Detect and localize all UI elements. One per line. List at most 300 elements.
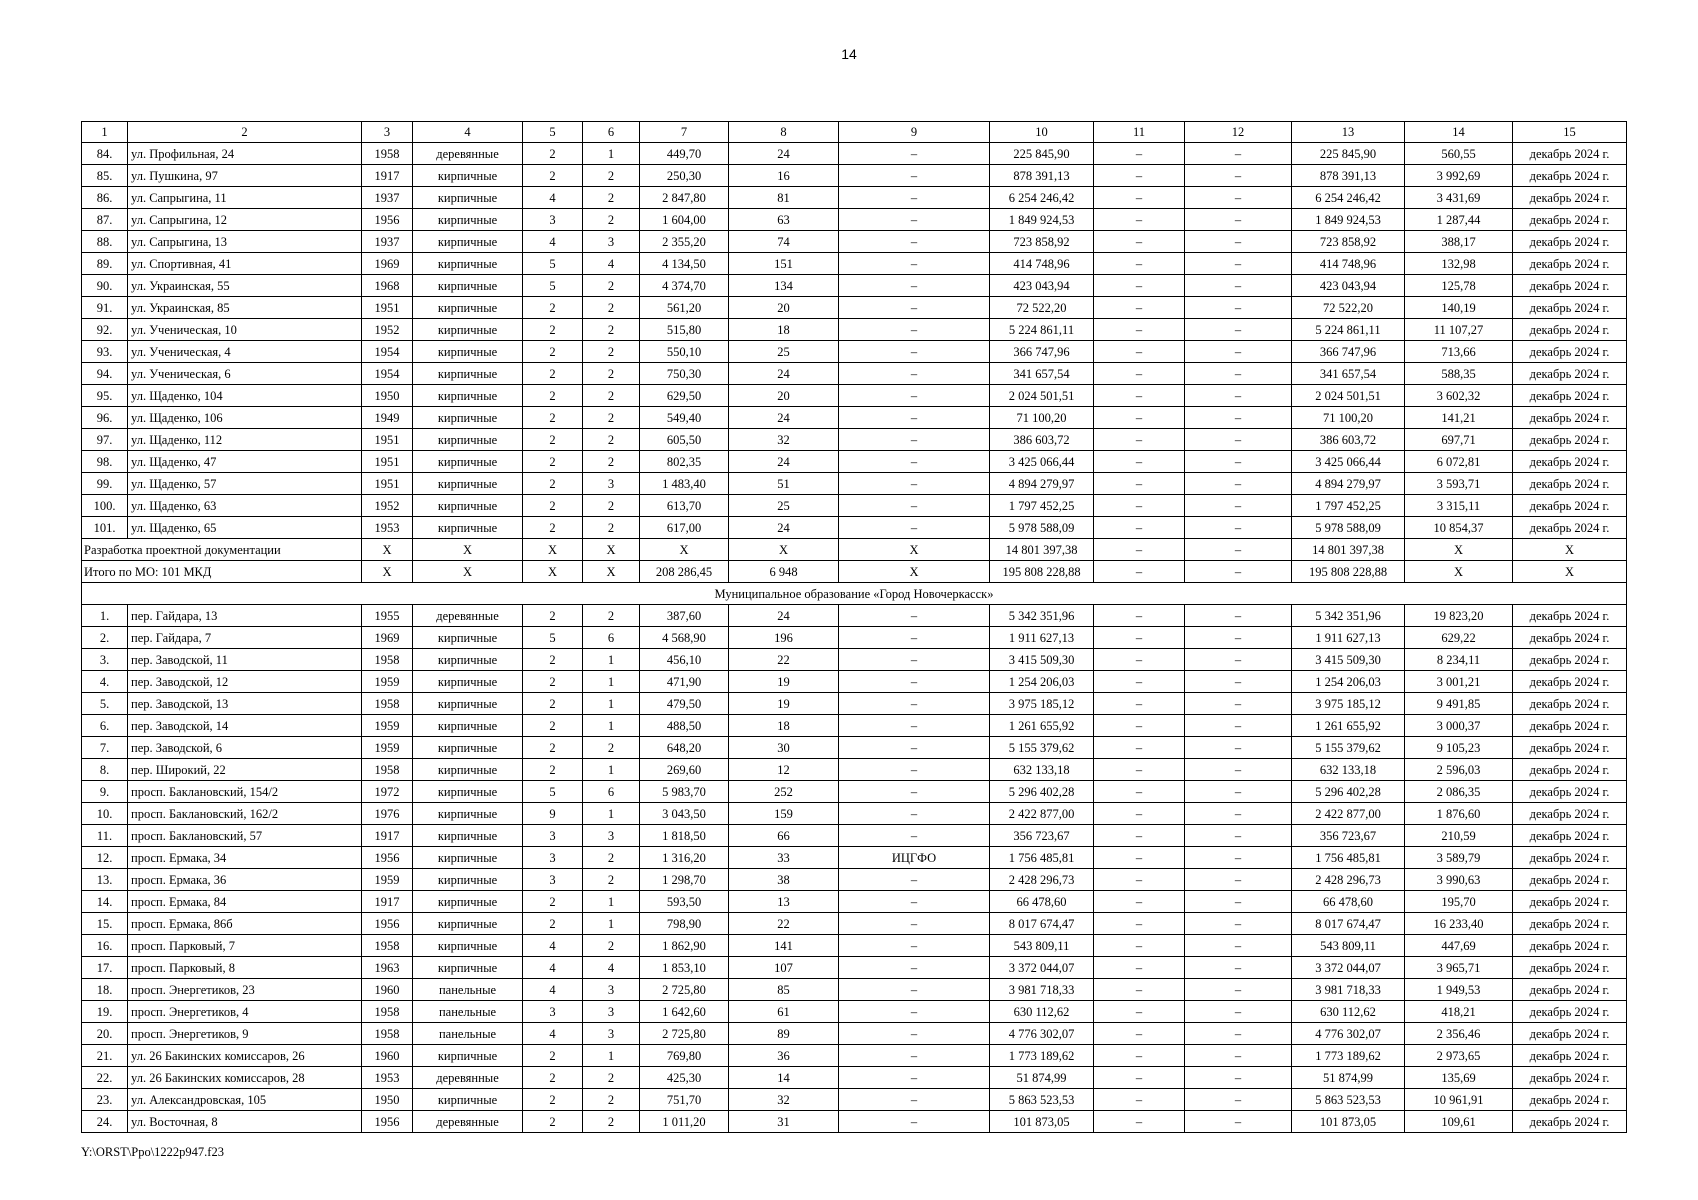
table-cell: – <box>839 143 990 165</box>
table-cell: 1 254 206,03 <box>990 671 1094 693</box>
table-cell: 24 <box>729 407 839 429</box>
table-cell: – <box>839 1111 990 1133</box>
table-cell: 16 233,40 <box>1405 913 1513 935</box>
table-cell: 2 <box>523 319 583 341</box>
table-cell: 51 <box>729 473 839 495</box>
table-cell: 4 <box>523 1023 583 1045</box>
table-cell: 3 981 718,33 <box>1292 979 1405 1001</box>
address-cell: ул. Спортивная, 41 <box>128 253 362 275</box>
table-cell: 1952 <box>362 495 413 517</box>
table-cell: – <box>839 275 990 297</box>
table-cell: 1 298,70 <box>640 869 729 891</box>
table-cell: кирпичные <box>413 869 523 891</box>
table-cell: – <box>1185 737 1292 759</box>
table-cell: 449,70 <box>640 143 729 165</box>
row-number-cell: 17. <box>82 957 128 979</box>
row-number-cell: 21. <box>82 1045 128 1067</box>
table-cell: 4 <box>523 979 583 1001</box>
table-cell: – <box>839 363 990 385</box>
table-cell: кирпичные <box>413 847 523 869</box>
table-cell: 414 748,96 <box>1292 253 1405 275</box>
table-row <box>82 825 1627 847</box>
table-cell: 629,50 <box>640 385 729 407</box>
table-cell: 1 642,60 <box>640 1001 729 1023</box>
table-cell: 14 <box>729 1067 839 1089</box>
table-cell: 2 <box>523 297 583 319</box>
table-cell: декабрь 2024 г. <box>1513 671 1627 693</box>
table-cell: деревянные <box>413 605 523 627</box>
column-number-cell: 1 <box>82 122 128 143</box>
column-number-cell: 6 <box>583 122 640 143</box>
table-cell: 61 <box>729 1001 839 1023</box>
table-cell: – <box>1094 451 1185 473</box>
table-cell: 1958 <box>362 693 413 715</box>
table-cell: 5 296 402,28 <box>990 781 1094 803</box>
table-row <box>82 1045 1627 1067</box>
table-cell: 9 <box>523 803 583 825</box>
table-cell: 456,10 <box>640 649 729 671</box>
table-cell: кирпичные <box>413 253 523 275</box>
table-cell: кирпичные <box>413 451 523 473</box>
table-row <box>82 671 1627 693</box>
table-cell: кирпичные <box>413 473 523 495</box>
address-cell: просп. Энергетиков, 4 <box>128 1001 362 1023</box>
table-cell: 802,35 <box>640 451 729 473</box>
table-cell: 6 <box>583 627 640 649</box>
table-cell: 24 <box>729 363 839 385</box>
table-cell: 366 747,96 <box>1292 341 1405 363</box>
table-cell: декабрь 2024 г. <box>1513 693 1627 715</box>
table-cell: – <box>1094 781 1185 803</box>
table-cell: 5 <box>523 253 583 275</box>
table-cell: Х <box>1513 539 1627 561</box>
table-cell: 252 <box>729 781 839 803</box>
table-row <box>82 869 1627 891</box>
table-cell: 2 <box>523 737 583 759</box>
column-number-cell: 11 <box>1094 122 1185 143</box>
table-cell: кирпичные <box>413 627 523 649</box>
table-cell: 1955 <box>362 605 413 627</box>
table-cell: 2 <box>523 1111 583 1133</box>
table-cell: 2 <box>523 671 583 693</box>
table-cell: – <box>1094 1111 1185 1133</box>
table-cell: 549,40 <box>640 407 729 429</box>
table-cell: 4 <box>523 935 583 957</box>
table-cell: декабрь 2024 г. <box>1513 187 1627 209</box>
table-cell: 1 849 924,53 <box>990 209 1094 231</box>
table-cell: Х <box>583 539 640 561</box>
table-cell: 12 <box>729 759 839 781</box>
table-cell: – <box>1094 407 1185 429</box>
table-cell: 1 949,53 <box>1405 979 1513 1001</box>
row-number-cell: 101. <box>82 517 128 539</box>
table-cell: – <box>1185 913 1292 935</box>
table-cell: 2 <box>523 341 583 363</box>
table-cell: 2 <box>523 1045 583 1067</box>
table-row <box>82 187 1627 209</box>
table-cell: 550,10 <box>640 341 729 363</box>
table-row <box>82 627 1627 649</box>
table-cell: 5 863 523,53 <box>1292 1089 1405 1111</box>
table-cell: 196 <box>729 627 839 649</box>
table-cell: – <box>1094 737 1185 759</box>
table-cell: 1 756 485,81 <box>990 847 1094 869</box>
table-cell: 5 296 402,28 <box>1292 781 1405 803</box>
table-cell: 3 <box>583 473 640 495</box>
table-cell: кирпичные <box>413 1089 523 1111</box>
table-cell: 3 <box>523 825 583 847</box>
table-cell: 4 894 279,97 <box>1292 473 1405 495</box>
table-cell: – <box>839 869 990 891</box>
row-number-cell: 12. <box>82 847 128 869</box>
table-cell: 19 <box>729 671 839 693</box>
table-cell: 6 948 <box>729 561 839 583</box>
table-cell: – <box>1185 341 1292 363</box>
table-cell: 1 <box>583 891 640 913</box>
address-cell: просп. Энергетиков, 9 <box>128 1023 362 1045</box>
table-cell: 2 596,03 <box>1405 759 1513 781</box>
table-row <box>82 1023 1627 1045</box>
table-row <box>82 1089 1627 1111</box>
table-row <box>82 385 1627 407</box>
row-number-cell: 20. <box>82 1023 128 1045</box>
table-cell: 1959 <box>362 737 413 759</box>
table-cell: 3 415 509,30 <box>990 649 1094 671</box>
table-cell: 5 <box>523 275 583 297</box>
table-cell: 769,80 <box>640 1045 729 1067</box>
column-number-cell: 5 <box>523 122 583 143</box>
table-cell: 3 <box>583 231 640 253</box>
row-number-cell: 1. <box>82 605 128 627</box>
table-cell: – <box>839 737 990 759</box>
table-cell: 1 <box>583 649 640 671</box>
table-cell: 1953 <box>362 517 413 539</box>
table-cell: декабрь 2024 г. <box>1513 869 1627 891</box>
table-cell: 2 <box>583 517 640 539</box>
table-cell: 2 725,80 <box>640 1023 729 1045</box>
address-cell: ул. Щаденко, 65 <box>128 517 362 539</box>
table-cell: 4 <box>523 187 583 209</box>
table-cell: 225 845,90 <box>1292 143 1405 165</box>
table-cell: 630 112,62 <box>990 1001 1094 1023</box>
table-cell: 3 043,50 <box>640 803 729 825</box>
table-cell: 1951 <box>362 473 413 495</box>
table-cell: 63 <box>729 209 839 231</box>
table-cell: – <box>839 627 990 649</box>
table-cell: – <box>839 231 990 253</box>
table-cell: 471,90 <box>640 671 729 693</box>
table-cell: – <box>839 979 990 1001</box>
table-cell: – <box>1094 165 1185 187</box>
table-cell: декабрь 2024 г. <box>1513 649 1627 671</box>
table-cell: 4 <box>583 957 640 979</box>
table-row <box>82 715 1627 737</box>
address-cell: ул. Щаденко, 104 <box>128 385 362 407</box>
table-cell: 561,20 <box>640 297 729 319</box>
table-cell: 1969 <box>362 253 413 275</box>
address-cell: ул. 26 Бакинских комиссаров, 26 <box>128 1045 362 1067</box>
column-number-cell: 2 <box>128 122 362 143</box>
table-cell: кирпичные <box>413 407 523 429</box>
row-number-cell: 23. <box>82 1089 128 1111</box>
table-cell: 3 <box>583 979 640 1001</box>
table-cell: Х <box>523 561 583 583</box>
table-cell: Х <box>362 561 413 583</box>
table-cell: – <box>839 957 990 979</box>
table-cell: 713,66 <box>1405 341 1513 363</box>
table-cell: – <box>1185 297 1292 319</box>
table-cell: – <box>1094 1023 1185 1045</box>
table-cell: 5 983,70 <box>640 781 729 803</box>
table-cell: декабрь 2024 г. <box>1513 913 1627 935</box>
table-cell: – <box>1094 1045 1185 1067</box>
address-cell: просп. Баклановский, 162/2 <box>128 803 362 825</box>
table-cell: 5 <box>523 781 583 803</box>
table-cell: 1 818,50 <box>640 825 729 847</box>
row-number-cell: 84. <box>82 143 128 165</box>
table-cell: 2 <box>583 209 640 231</box>
table-cell: – <box>839 891 990 913</box>
table-cell: – <box>1185 1067 1292 1089</box>
table-cell: 613,70 <box>640 495 729 517</box>
table-cell: 51 874,99 <box>1292 1067 1405 1089</box>
row-number-cell: 96. <box>82 407 128 429</box>
table-cell: 3 <box>583 1023 640 1045</box>
table-cell: Х <box>362 539 413 561</box>
table-cell: 1958 <box>362 143 413 165</box>
table-cell: 1960 <box>362 1045 413 1067</box>
table-cell: 3 992,69 <box>1405 165 1513 187</box>
table-cell: 1969 <box>362 627 413 649</box>
table-cell: 386 603,72 <box>1292 429 1405 451</box>
address-cell: ул. Щаденко, 47 <box>128 451 362 473</box>
address-cell: просп. Энергетиков, 23 <box>128 979 362 1001</box>
table-cell: 1956 <box>362 847 413 869</box>
table-cell: 1 <box>583 759 640 781</box>
table-row <box>82 473 1627 495</box>
table-cell: – <box>839 517 990 539</box>
table-cell: 4 894 279,97 <box>990 473 1094 495</box>
table-row <box>82 649 1627 671</box>
table-cell: декабрь 2024 г. <box>1513 165 1627 187</box>
table-cell: 2 <box>523 891 583 913</box>
row-number-cell: 8. <box>82 759 128 781</box>
table-cell: 2 <box>583 935 640 957</box>
table-cell: 14 801 397,38 <box>990 539 1094 561</box>
table-cell: 356 723,67 <box>1292 825 1405 847</box>
table-cell: 648,20 <box>640 737 729 759</box>
address-cell: ул. Сапрыгина, 12 <box>128 209 362 231</box>
table-cell: 10 854,37 <box>1405 517 1513 539</box>
table-cell: декабрь 2024 г. <box>1513 429 1627 451</box>
table-cell: 19 823,20 <box>1405 605 1513 627</box>
table-cell: 515,80 <box>640 319 729 341</box>
table-cell: 81 <box>729 187 839 209</box>
table-cell: 878 391,13 <box>990 165 1094 187</box>
table-cell: – <box>1094 495 1185 517</box>
table-cell: 2 <box>583 341 640 363</box>
table-cell: 617,00 <box>640 517 729 539</box>
table-cell: 9 491,85 <box>1405 693 1513 715</box>
table-cell: 140,19 <box>1405 297 1513 319</box>
column-number-cell: 4 <box>413 122 523 143</box>
table-row <box>82 253 1627 275</box>
row-number-cell: 14. <box>82 891 128 913</box>
table-row <box>82 891 1627 913</box>
table-cell: 1 911 627,13 <box>1292 627 1405 649</box>
table-cell: 3 001,21 <box>1405 671 1513 693</box>
table-cell: 479,50 <box>640 693 729 715</box>
table-cell: – <box>1094 231 1185 253</box>
table-cell: декабрь 2024 г. <box>1513 253 1627 275</box>
table-cell: декабрь 2024 г. <box>1513 473 1627 495</box>
table-cell: Х <box>413 539 523 561</box>
table-cell: 38 <box>729 869 839 891</box>
table-cell: 425,30 <box>640 1067 729 1089</box>
table-cell: – <box>1185 957 1292 979</box>
table-cell: 13 <box>729 891 839 913</box>
table-cell: – <box>839 253 990 275</box>
table-cell: – <box>1185 627 1292 649</box>
table-cell: – <box>1185 715 1292 737</box>
address-cell: ул. Пушкина, 97 <box>128 165 362 187</box>
table-cell: – <box>839 715 990 737</box>
table-cell: 72 522,20 <box>990 297 1094 319</box>
table-cell: 1968 <box>362 275 413 297</box>
table-cell: декабрь 2024 г. <box>1513 891 1627 913</box>
table-cell: 2 <box>523 649 583 671</box>
table-cell: – <box>1094 539 1185 561</box>
table-cell: – <box>839 1001 990 1023</box>
table-cell: – <box>839 605 990 627</box>
table-cell: 723 858,92 <box>1292 231 1405 253</box>
table-cell: 1958 <box>362 759 413 781</box>
table-cell: 588,35 <box>1405 363 1513 385</box>
table-cell: 18 <box>729 715 839 737</box>
table-cell: 1956 <box>362 1111 413 1133</box>
table-cell: кирпичные <box>413 1045 523 1067</box>
table-cell: 71 100,20 <box>1292 407 1405 429</box>
table-cell: – <box>1094 385 1185 407</box>
table-cell: 3 431,69 <box>1405 187 1513 209</box>
table-cell: 2 <box>583 429 640 451</box>
table-cell: 2 <box>583 737 640 759</box>
table-cell: 1917 <box>362 825 413 847</box>
row-number-cell: 89. <box>82 253 128 275</box>
address-cell: просп. Ермака, 36 <box>128 869 362 891</box>
table-cell: 751,70 <box>640 1089 729 1111</box>
table-cell: 1951 <box>362 297 413 319</box>
table-cell: декабрь 2024 г. <box>1513 1023 1627 1045</box>
table-cell: 141,21 <box>1405 407 1513 429</box>
table-cell: 2 355,20 <box>640 231 729 253</box>
row-number-cell: 97. <box>82 429 128 451</box>
table-cell: 3 990,63 <box>1405 869 1513 891</box>
table-cell: 3 425 066,44 <box>1292 451 1405 473</box>
table-cell: кирпичные <box>413 495 523 517</box>
table-cell: 5 155 379,62 <box>1292 737 1405 759</box>
address-cell: ул. Украинская, 85 <box>128 297 362 319</box>
table-cell: – <box>1185 275 1292 297</box>
table-cell: 1 <box>583 1045 640 1067</box>
table-cell: 5 342 351,96 <box>990 605 1094 627</box>
table-cell: 1 316,20 <box>640 847 729 869</box>
table-cell: кирпичные <box>413 517 523 539</box>
table-cell: 18 <box>729 319 839 341</box>
table-row <box>82 1001 1627 1023</box>
row-number-cell: 95. <box>82 385 128 407</box>
table-cell: 1917 <box>362 165 413 187</box>
table-cell: 3 <box>523 1001 583 1023</box>
table-cell: декабрь 2024 г. <box>1513 979 1627 1001</box>
table-row <box>82 935 1627 957</box>
table-cell: 2 <box>523 143 583 165</box>
table-cell: 4 568,90 <box>640 627 729 649</box>
table-cell: декабрь 2024 г. <box>1513 737 1627 759</box>
table-cell: декабрь 2024 г. <box>1513 781 1627 803</box>
table-cell: 1958 <box>362 1023 413 1045</box>
table-cell: 2 <box>583 1067 640 1089</box>
table-cell: – <box>1185 407 1292 429</box>
address-cell: ул. Ученическая, 6 <box>128 363 362 385</box>
table-cell: 210,59 <box>1405 825 1513 847</box>
table-cell: 2 <box>583 297 640 319</box>
table-cell: – <box>1094 275 1185 297</box>
capital-repair-table <box>81 121 1627 1133</box>
address-cell: ул. Щаденко, 57 <box>128 473 362 495</box>
table-cell: 2 <box>523 407 583 429</box>
table-cell: – <box>1185 1111 1292 1133</box>
table-cell: 3 975 185,12 <box>990 693 1094 715</box>
table-cell: – <box>1185 165 1292 187</box>
table-cell: – <box>1094 869 1185 891</box>
table-cell: – <box>1094 253 1185 275</box>
table-cell: декабрь 2024 г. <box>1513 341 1627 363</box>
table-row <box>82 759 1627 781</box>
table-cell: 1 <box>583 913 640 935</box>
column-number-cell: 13 <box>1292 122 1405 143</box>
address-cell: просп. Парковый, 7 <box>128 935 362 957</box>
table-cell: кирпичные <box>413 737 523 759</box>
table-cell: – <box>1094 671 1185 693</box>
table-cell: 2 <box>523 165 583 187</box>
table-cell: 125,78 <box>1405 275 1513 297</box>
table-cell: – <box>1094 913 1185 935</box>
table-cell: 132,98 <box>1405 253 1513 275</box>
table-cell: Х <box>640 539 729 561</box>
address-cell: ул. Александровская, 105 <box>128 1089 362 1111</box>
table-cell: кирпичные <box>413 209 523 231</box>
table-cell: панельные <box>413 979 523 1001</box>
table-cell: 74 <box>729 231 839 253</box>
row-number-cell: 19. <box>82 1001 128 1023</box>
municipality-total-row <box>82 561 1627 583</box>
table-cell: – <box>839 1089 990 1111</box>
table-cell: декабрь 2024 г. <box>1513 1111 1627 1133</box>
table-cell: 6 254 246,42 <box>990 187 1094 209</box>
table-cell: 22 <box>729 649 839 671</box>
table-cell: – <box>839 825 990 847</box>
table-cell: – <box>1185 473 1292 495</box>
table-cell: 9 105,23 <box>1405 737 1513 759</box>
table-cell: 2 <box>523 759 583 781</box>
table-cell: 1950 <box>362 1089 413 1111</box>
table-cell: 134 <box>729 275 839 297</box>
table-cell: 1951 <box>362 429 413 451</box>
table-cell: 14 801 397,38 <box>1292 539 1405 561</box>
summary-label-cell: Итого по МО: 101 МКД <box>82 561 362 583</box>
table-cell: 1953 <box>362 1067 413 1089</box>
